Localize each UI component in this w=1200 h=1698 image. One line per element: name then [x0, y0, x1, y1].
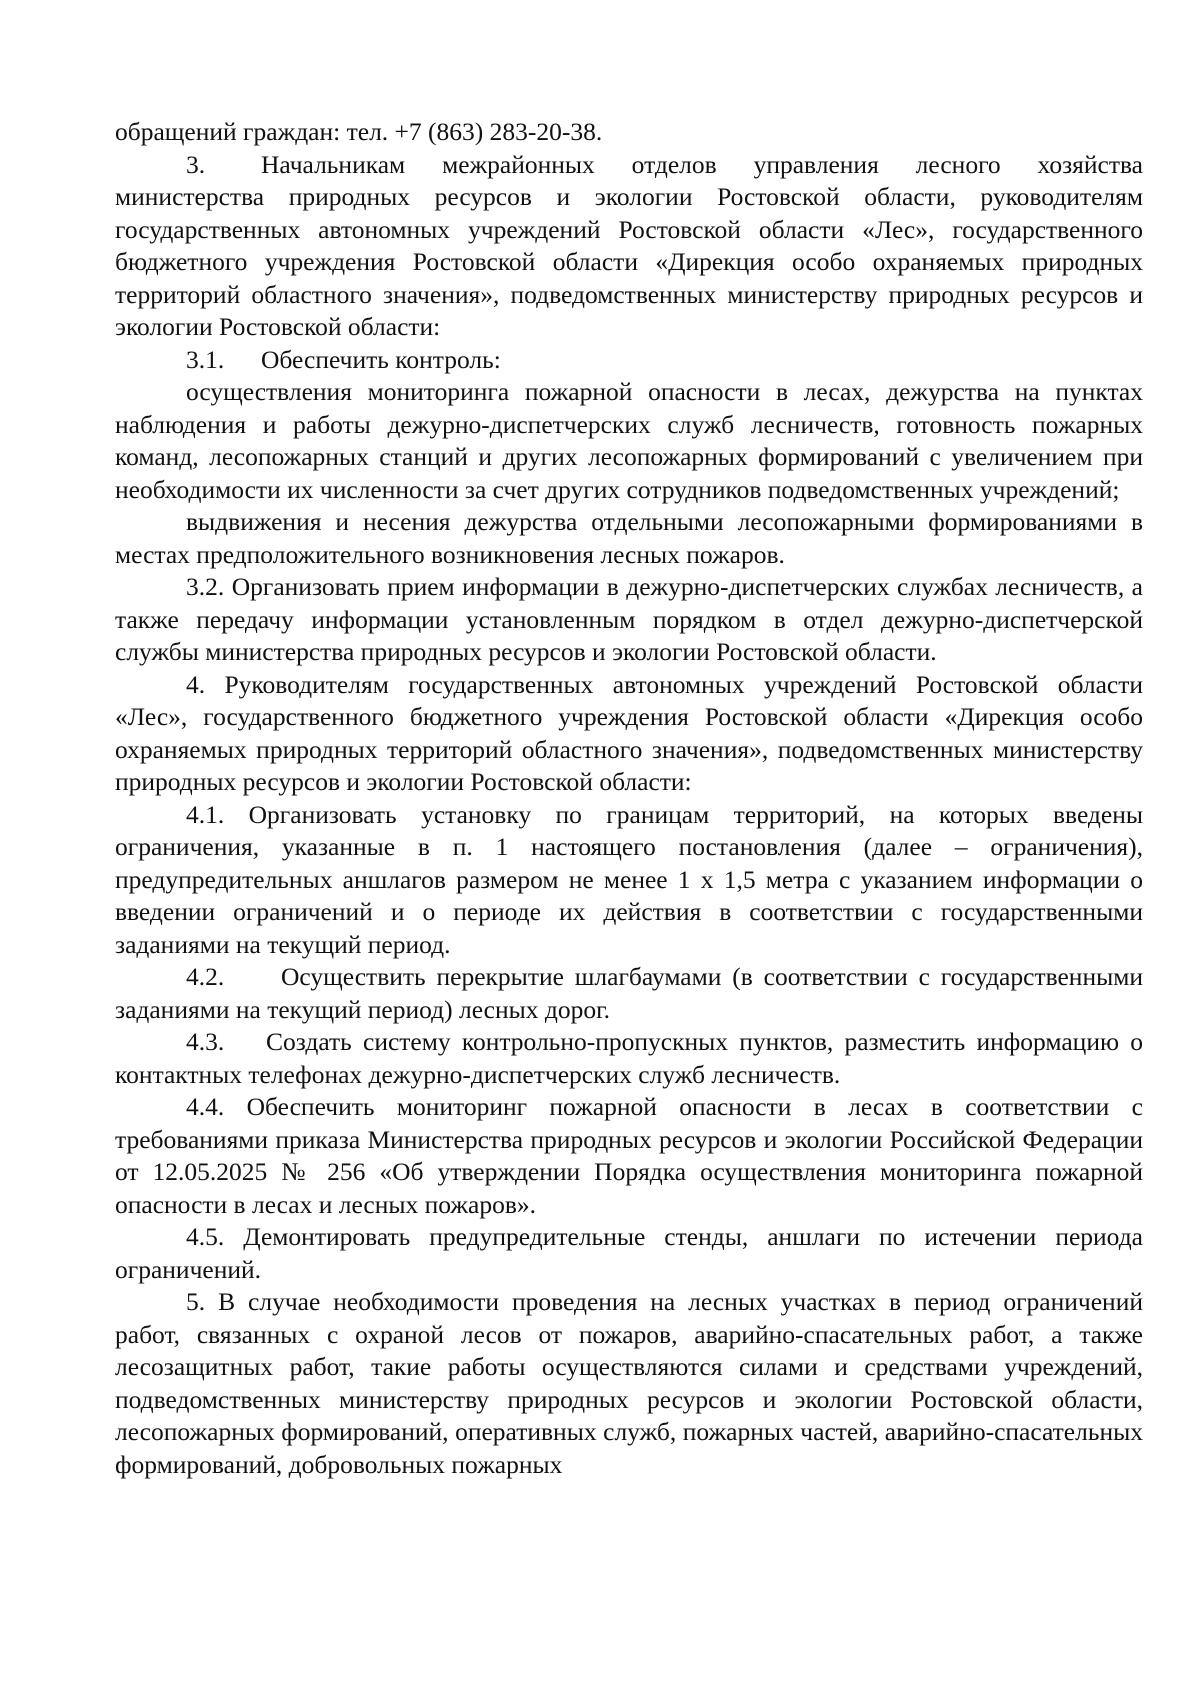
- paragraph-4-3-text: Создать систему контрольно-пропускных пунктов, разместить информацию о контактных телефонах дежурно-диспетчерских служб лесничеств.: [115, 1027, 1143, 1089]
- paragraph-4-2-text: Осуществить перекрытие шлагбаумами (в соответствии с государственными заданиями на текущий период) лесных дорог.: [115, 962, 1143, 1024]
- paragraph-4-3-number: 4.3.: [186, 1027, 225, 1056]
- paragraph-3-1-text: Обеспечить контроль:: [261, 344, 501, 374]
- document-body: [115, 116, 1143, 1481]
- paragraph-4-1: 4.1. Организовать установку по границам территорий, на которых введены ограничения, указанные в п. 1 настоящего постановления (далее – ограничения), предупредительных аншлагов размером не менее 1 х 1,5 метра с указанием информации о введении ограничений и о периоде их действия в соответствии с государственными заданиями на текущий период.: [115, 799, 1143, 959]
- paragraph-3: [115, 149, 1143, 344]
- paragraph-3-1-deployment: выдвижения и несения дежурства отдельными лесопожарными формированиями в местах предположительного возникновения лесных пожаров.: [115, 507, 1143, 569]
- paragraph-3-1-number: 3.1.: [186, 344, 225, 374]
- paragraph-3-1: [115, 344, 1143, 377]
- paragraph-4-4: 4.4. Обеспечить мониторинг пожарной опасности в лесах в соответствии с требованиями приказа Министерства природных ресурсов и экологии Российской Федерации от 12.05.2025 № 256 «Об утверждении Порядка осуществления мониторинга пожарной опасности в лесах и лесных пожаров».: [115, 1092, 1143, 1219]
- paragraph-4-3: [115, 1026, 1143, 1091]
- paragraph-5: 5. В случае необходимости проведения на лесных участках в период ограничений работ, связанных с охраной лесов от пожаров, аварийно-спасательных работ, а также лесозащитных работ, такие работы осуществляются силами и средствами учреждений, подведомственных министерству природных ресурсов и экологии Ростовской области, лесопожарных формирований, оперативных служб, пожарных частей, аварийно-спасательных формирований, добровольных пожарных: [115, 1287, 1143, 1479]
- paragraph-4: 4. Руководителям государственных автономных учреждений Ростовской области «Лес», государственного бюджетного учреждения Ростовской области «Дирекция особо охраняемых природных территорий областного значения», подведомственных министерству природных ресурсов и экологии Ростовской области:: [115, 669, 1143, 796]
- paragraph-citizen-appeals-phone: обращений граждан: тел. +7 (863) 283-20-38.: [115, 117, 603, 146]
- paragraph-3-1-monitoring: осуществления мониторинга пожарной опасности в лесах, дежурства на пунктах наблюдения и работы дежурно-диспетчерских служб лесничеств, готовность пожарных команд, лесопожарных станций и других лесопожарных формирований с увеличением при необходимости их численности за счет других сотрудников подведомственных учреждений;: [115, 377, 1143, 504]
- paragraph-4-2-number: 4.2.: [186, 962, 225, 991]
- paragraph-4-5: 4.5. Демонтировать предупредительные стенды, аншлаги по истечении периода ограничений.: [115, 1222, 1143, 1284]
- paragraph-3-number: 3.: [186, 149, 206, 179]
- paragraph-3-2: 3.2. Организовать прием информации в дежурно-диспетчерских службах лесничеств, а также передачу информации установленным порядком в отдел дежурно-диспетчерской службы министерства природных ресурсов и экологии Ростовской области.: [115, 572, 1143, 666]
- paragraph-3-text: Начальникам межрайонных отделов управления лесного хозяйства министерства природных ресурсов и экологии Ростовской области, руководителям государственных автономных учреждений Ростовской области «Лес», государственного бюджетного учреждения Ростовской области «Дирекция особо охраняемых природных территорий областного значения», подведомственных министерству природных ресурсов и экологии Ростовской области:: [115, 149, 1143, 341]
- paragraph-4-2: [115, 961, 1143, 1026]
